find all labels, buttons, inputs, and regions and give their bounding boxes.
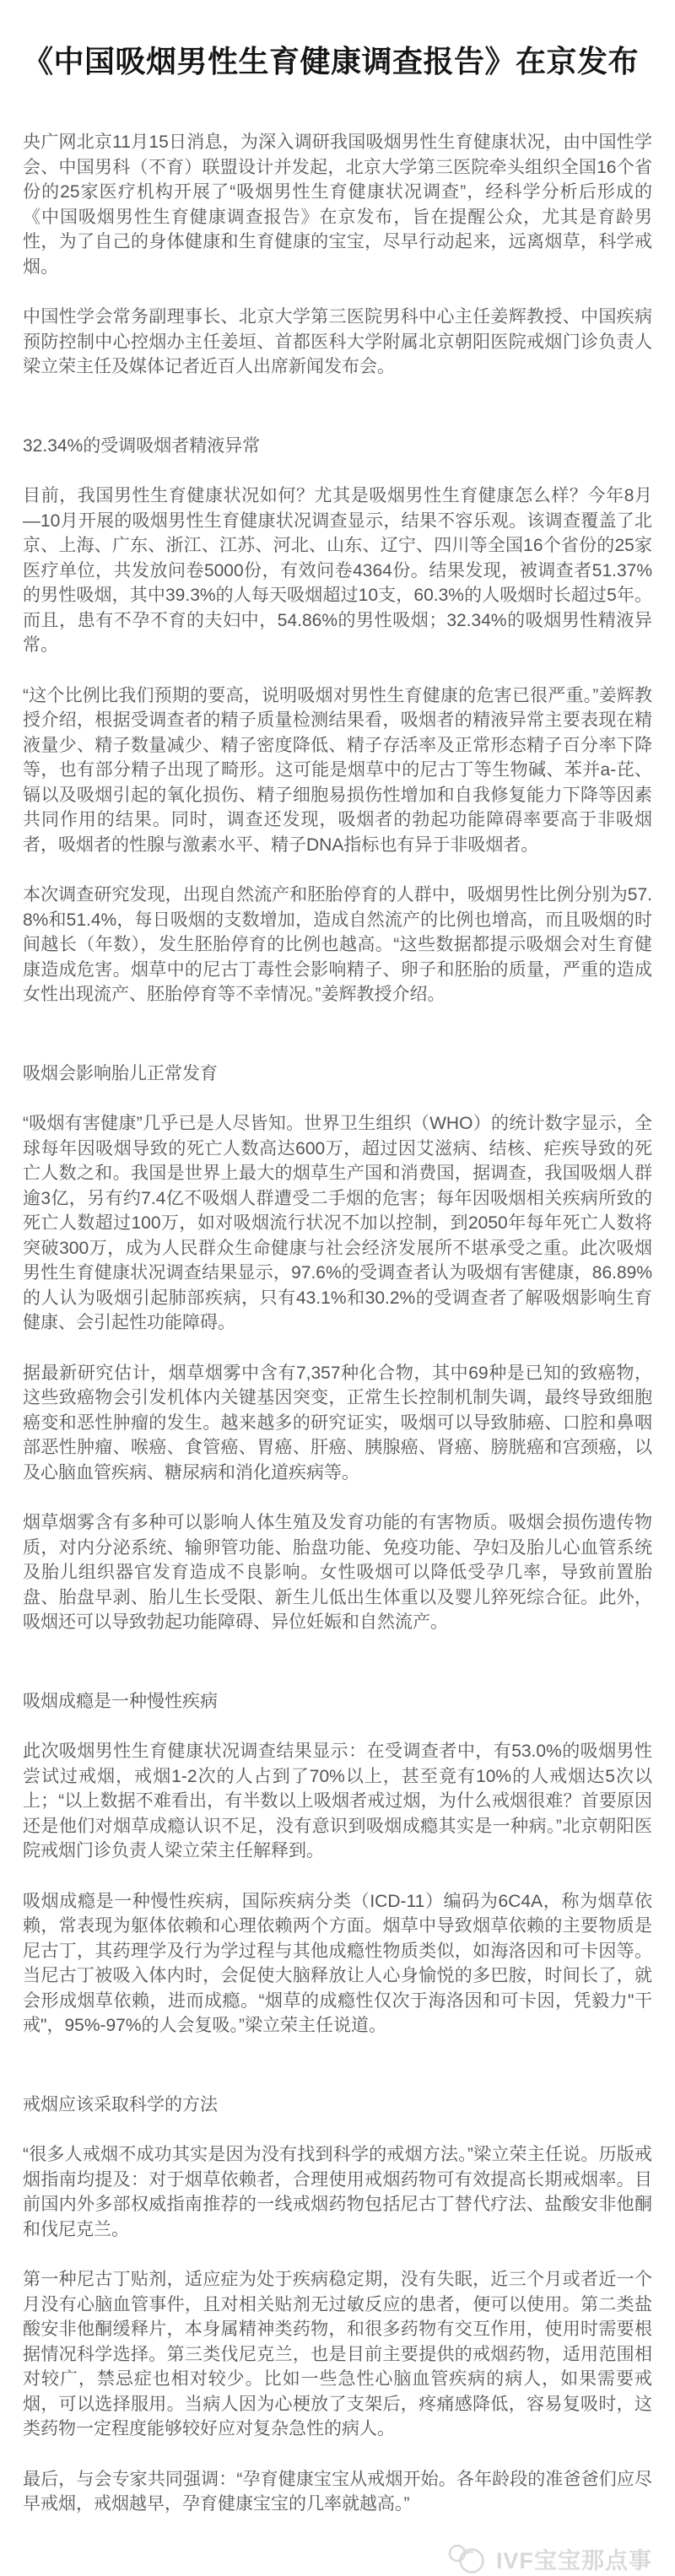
section-heading: 吸烟会影响胎儿正常发育 bbox=[23, 1063, 218, 1083]
article-paragraph: 吸烟成瘾是一种慢性疾病，国际疾病分类（ICD-11）编码为6C4A，称为烟草依赖，常表现为躯体依赖和心理依赖两个方面。烟草中导致烟草依赖的主要物质是尼古丁，其药理学及行为学过程与其他成瘾性物质类似，如海洛因和可卡因等。当尼古丁被吸入体内时，会促使大脑释放让人心身愉悦的多巴胺，时间长了，就会形成烟草依赖，进而成瘾。“烟草的成瘾性仅次于海洛因和可卡因，凭毅力"干戒"，95%-97%的人会复吸。”梁立荣主任说道。 bbox=[23, 1891, 652, 2035]
article-paragraph: 央广网北京11月15日消息，为深入调研我国吸烟男性生育健康状况，由中国性学会、中国男科（不育）联盟设计并发起，北京大学第三医院牵头组织全国16个省份的25家医疗机构开展了“吸烟男性生育健康状况调查”，经科学分析后形成的《中国吸烟男性生育健康调查报告》在京发布，旨在提醒公众，尤其是育龄男性，为了自己的身体健康和生育健康的宝宝，尽早行动起来，远离烟草，科学戒烟。 bbox=[23, 132, 652, 277]
article-paragraph: 烟草烟雾含有多种可以影响人体生殖及发育功能的有害物质。吸烟会损伤遗传物质，对内分泌系统、输卵管功能、胎盘功能、免疫功能、孕妇及胎儿心血管系统及胎儿组织器官发育造成不良影响。女性吸烟可以降低受孕几率，导致前置胎盘、胎盘早剥、胎儿生长受限、新生儿低出生体重以及婴儿猝死综合征。此外，吸烟还可以导致勃起功能障碍、异位妊娠和自然流产。 bbox=[23, 1513, 652, 1632]
article-paragraph: 目前，我国男性生育健康状况如何？尤其是吸烟男性生育健康怎么样？今年8月—10月开展的吸烟男性生育健康状况调查显示，结果不容乐观。该调查覆盖了北京、上海、广东、浙江、江苏、河北、山东、辽宁、四川等全国16个省份的25家医疗单位，共发放问卷5000份，有效问卷4364份。结果发现，被调查者51.37%的男性吸烟，其中39.3%的人每天吸烟超过10支，60.3%的人吸烟时长超过5年。而且，患有不孕不育的夫妇中，54.86%的男性吸烟；32.34%的吸烟男性精液异常。 bbox=[23, 486, 652, 655]
watermark-label: IVF宝宝那点事 bbox=[495, 2548, 652, 2573]
article-paragraph: 最后，与会专家共同强调：“孕育健康宝宝从戒烟开始。各年龄段的准爸爸们应尽早戒烟，戒烟越早，孕育健康宝宝的几率就越高。” bbox=[23, 2469, 652, 2514]
article-paragraph: 本次调查研究发现，出现自然流产和胚胎停育的人群中，吸烟男性比例分别为57.8%和51.4%，每日吸烟的支数增加，造成自然流产的比例也增高，而且吸烟的时间越长（年数），发生胚胎停育的比例也越高。“这些数据都提示吸烟会对生育健康造成危害。烟草中的尼古丁毒性会影响精子、卵子和胚胎的质量，严重的造成女性出现流产、胚胎停育等不幸情况。”姜辉教授介绍。 bbox=[23, 885, 652, 1004]
section-heading: 吸烟成瘾是一种慢性疾病 bbox=[23, 1691, 218, 1711]
article-paragraph: “这个比例比我们预期的要高，说明吸烟对男性生育健康的危害已很严重。”姜辉教授介绍，根据受调查者的精子质量检测结果看，吸烟者的精液异常主要表现在精液量少、精子数量减少、精子密度降低、精子存活率及正常形态精子百分率下降等，也有部分精子出现了畸形。这可能是烟草中的尼古丁等生物碱、苯并a-芘、镉以及吸烟引起的氧化损伤、精子细胞易损伤性增加和自我修复能力下降等因素共同作用的结果。同时，调查还发现，吸烟者的勃起功能障碍率要高于非吸烟者，吸烟者的性腺与激素水平、精子DNA指标也有异于非吸烟者。 bbox=[23, 685, 652, 855]
article-paragraph: 中国性学会常务副理事长、北京大学第三医院男科中心主任姜辉教授、中国疾病预防控制中心控烟办主任姜垣、首都医科大学附属北京朝阳医院戒烟门诊负责人梁立荣主任及媒体记者近百人出席新闻发布会。 bbox=[23, 307, 652, 376]
article-paragraph: 此次吸烟男性生育健康状况调查结果显示：在受调查者中，有53.0%的吸烟男性尝试过戒烟，戒烟1-2次的人占到了70%以上，甚至竟有10%的人戒烟达5次以上；“以上数据不难看出，有半数以上吸烟者戒过烟，为什么戒烟很难？首要原因还是他们对烟草成瘾认识不足，没有意识到吸烟成瘾其实是一种病。”北京朝阳医院戒烟门诊负责人梁立荣主任解释到。 bbox=[23, 1742, 652, 1860]
baby-face-logo-icon bbox=[447, 2542, 488, 2576]
article-title: 《中国吸烟男性生育健康调查报告》在京发布 bbox=[23, 44, 640, 78]
article-paragraph: 据最新研究估计，烟草烟雾中含有7,357种化合物，其中69种是已知的致癌物，这些致癌物会引发机体内关键基因突变，正常生长控制机制失调，最终导致细胞癌变和恶性肿瘤的发生。越来越多的研究证实，吸烟可以导致肺癌、口腔和鼻咽部恶性肿瘤、喉癌、食管癌、胃癌、肝癌、胰腺癌、肾癌、膀胱癌和宫颈癌，以及心脑血管疾病、糖尿病和消化道疾病等。 bbox=[23, 1363, 652, 1482]
article-paragraph: 第一种尼古丁贴剂，适应症为处于疾病稳定期，没有失眠，近三个月或者近一个月没有心脑血管事件，且对相关贴剂无过敏反应的患者，便可以使用。第二类盐酸安非他酮缓释片，本身属精神类药物，和很多药物有交互作用，使用时需要根据情况科学选择。第三类伐尼克兰，也是目前主要提供的戒烟药物，适用范围相对较广，禁忌症也相对较少。比如一些急性心脑血管疾病的病人，如果需要戒烟，可以选择服用。当病人因为心梗放了支架后，疼痛感降低，容易复吸时，这类药物一定程度能够较好应对复杂急性的病人。 bbox=[23, 2270, 652, 2438]
watermark bbox=[23, 2542, 652, 2576]
section-heading: 戒烟应该采取科学的方法 bbox=[23, 2094, 218, 2114]
article-paragraph: “吸烟有害健康”几乎已是人尽皆知。世界卫生组织（WHO）的统计数字显示，全球每年因吸烟导致的死亡人数高达600万，超过因艾滋病、结核、疟疾导致的死亡人数之和。我国是世界上最大的烟草生产国和消费国，据调查，我国吸烟人群逾3亿，另有约7.4亿不吸烟人群遭受二手烟的危害；每年因吸烟相关疾病所致的死亡人数超过100万，如对吸烟流行状况不加以控制，到2050年每年死亡人数将突破300万，成为人民群众生命健康与社会经济发展所不堪承受之重。此次吸烟男性生育健康状况调查结果显示，97.6%的受调查者认为吸烟有害健康，86.89%的人认为吸烟引起肺部疾病，只有43.1%和30.2%的受调查者了解吸烟影响生育健康、会引起性功能障碍。 bbox=[23, 1114, 652, 1332]
section-heading: 32.34%的受调吸烟者精液异常 bbox=[23, 435, 261, 456]
article-paragraph: “很多人戒烟不成功其实是因为没有找到科学的戒烟方法。”梁立荣主任说。历版戒烟指南均提及：对于烟草依赖者，合理使用戒烟药物可有效提高长期戒烟率。目前国内外多部权威指南推荐的一线戒烟药物包括尼古丁替代疗法、盐酸安非他酮和伐尼克兰。 bbox=[23, 2145, 652, 2239]
